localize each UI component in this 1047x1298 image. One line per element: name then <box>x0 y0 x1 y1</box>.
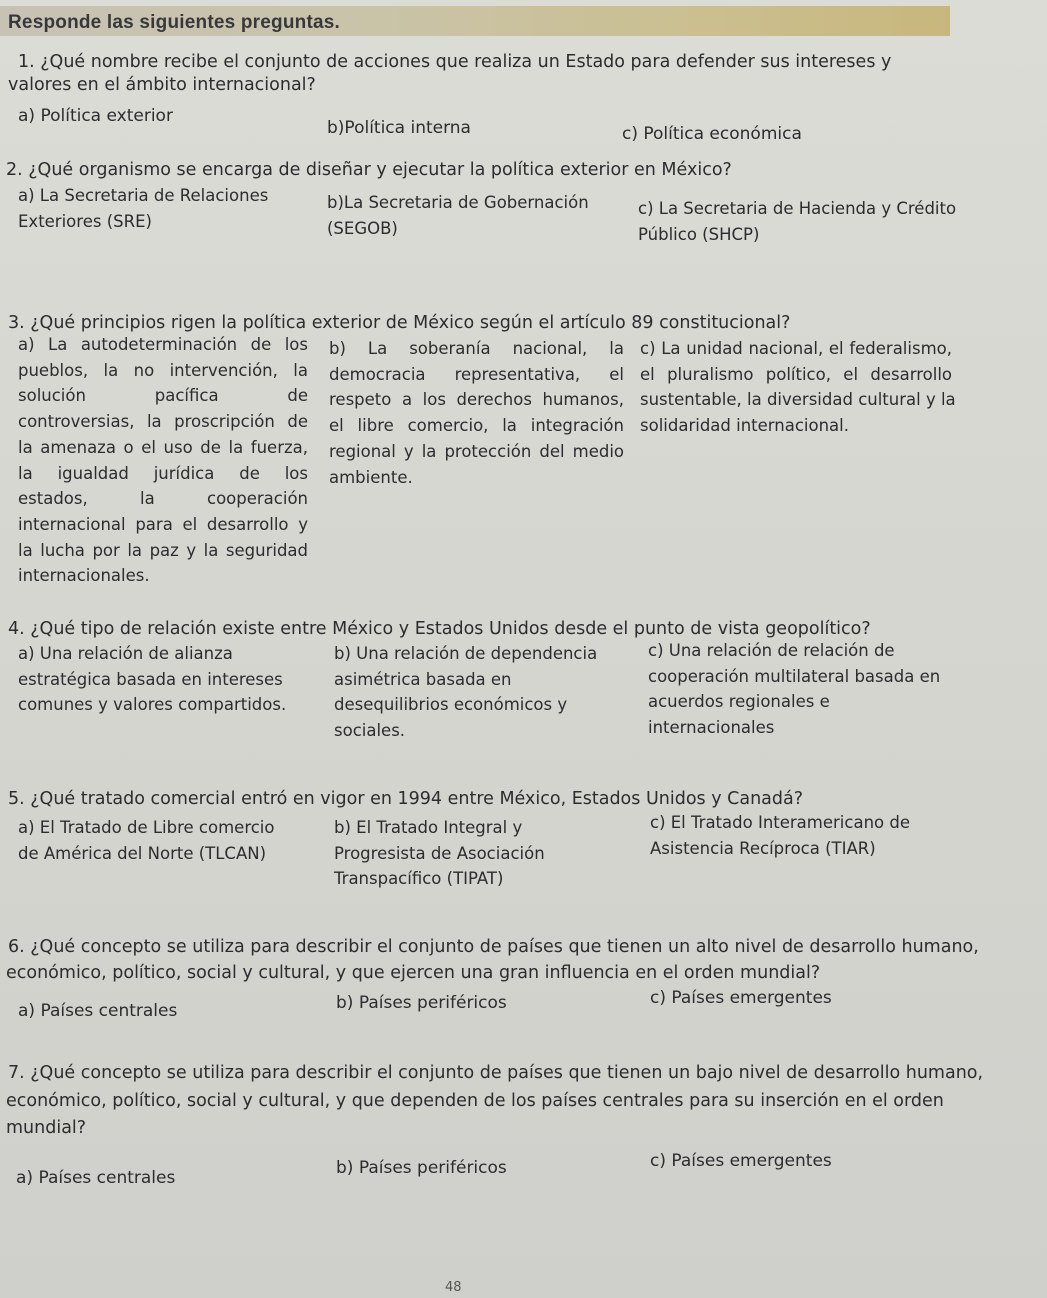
question-1-line-1: 1. ¿Qué nombre recibe el conjunto de acciones que realiza un Estado para defender sus intereses y <box>18 52 892 72</box>
option-line: desequilibrios económicos y <box>334 695 568 715</box>
question-6-line-1: 6. ¿Qué concepto se utiliza para describir el conjunto de países que tienen un alto nivel de desarrollo humano, <box>8 937 979 957</box>
option-line: comunes y valores compartidos. <box>18 695 287 715</box>
option-line: la lucha por la paz y la seguridad <box>18 540 308 560</box>
question-5-line-1: 5. ¿Qué tratado comercial entró en vigor en 1994 entre México, Estados Unidos y Canadá? <box>8 789 804 809</box>
option-line: estratégica basada en intereses <box>18 669 283 689</box>
option-line: b) La soberanía nacional, la <box>329 339 624 358</box>
question-5-option-b[interactable] <box>334 815 545 892</box>
option-line: respeto a los derechos humanos, <box>329 390 624 410</box>
question-6-line-2: económico, político, social y cultural, y que ejercen una gran influencia en el orden mundial? <box>6 963 821 983</box>
option-line: Progresista de Asociación <box>334 843 545 863</box>
question-2-option-c[interactable] <box>638 196 956 247</box>
question-6-option-b[interactable]: b) Países periféricos <box>336 993 507 1013</box>
option-line: b) Una relación de dependencia <box>334 644 598 663</box>
option-line: asimétrica basada en <box>334 669 512 689</box>
option-line: acuerdos regionales e <box>648 692 830 712</box>
option-line: b) El Tratado Integral y <box>334 818 523 837</box>
option-line: sustentable, la diversidad cultural y la <box>640 390 956 410</box>
option-line: democracia representativa, el <box>329 364 624 384</box>
option-line: cooperación multilateral basada en <box>648 666 941 686</box>
question-1-option-a[interactable]: a) Política exterior <box>18 106 173 126</box>
question-2-line-1: 2. ¿Qué organismo se encarga de diseñar y ejecutar la política exterior en México? <box>6 160 732 180</box>
question-6-option-c[interactable]: c) Países emergentes <box>650 988 832 1008</box>
question-3-option-c[interactable] <box>640 336 956 439</box>
question-2-option-a[interactable] <box>18 183 268 234</box>
question-6-option-a[interactable]: a) Países centrales <box>18 1001 178 1021</box>
option-line: el libre comercio, la integración <box>329 416 624 436</box>
option-line: solución pacífica de <box>18 386 308 406</box>
option-line: internacional para el desarrollo y <box>18 514 308 534</box>
option-line: internacionales <box>648 718 775 738</box>
option-line: estados, la cooperación <box>18 489 308 509</box>
question-7-line-2: económico, político, social y cultural, y que dependen de los países centrales para su inserción en el orden <box>6 1091 944 1111</box>
option-line: a) Una relación de alianza <box>18 644 233 663</box>
option-line: pueblos, la no intervención, la <box>18 360 308 380</box>
option-line: el pluralismo político, el desarrollo <box>640 364 952 384</box>
question-1-line-2: valores en el ámbito internacional? <box>8 75 316 95</box>
question-3-option-a[interactable] <box>18 332 308 589</box>
question-5-option-a[interactable] <box>18 815 275 866</box>
page-number: 48 <box>445 1280 462 1295</box>
option-line: (SEGOB) <box>327 218 398 238</box>
option-line: a) La Secretaria de Relaciones <box>18 186 269 205</box>
question-1-option-c[interactable]: c) Política económica <box>622 124 802 144</box>
option-line: c) La unidad nacional, el federalismo, <box>640 339 952 358</box>
option-line: Asistencia Recíproca (TIAR) <box>650 838 876 858</box>
option-line: a) El Tratado de Libre comercio <box>18 818 275 837</box>
option-line: c) La Secretaria de Hacienda y Crédito <box>638 199 957 218</box>
option-line: c) Una relación de relación de <box>648 641 895 660</box>
option-line: de América del Norte (TLCAN) <box>18 843 267 863</box>
worksheet-title: Responde las siguientes preguntas. <box>8 12 340 33</box>
question-7-line-3: mundial? <box>6 1118 87 1138</box>
option-line: c) El Tratado Interamericano de <box>650 813 910 832</box>
option-line: Público (SHCP) <box>638 224 760 244</box>
question-4-option-a[interactable] <box>18 641 286 718</box>
option-line: Exteriores (SRE) <box>18 211 152 231</box>
question-3-option-b[interactable] <box>329 336 624 490</box>
question-4-option-b[interactable] <box>334 641 597 744</box>
option-line: regional y la protección del medio <box>329 441 624 461</box>
question-7-option-b[interactable]: b) Países periféricos <box>336 1158 507 1178</box>
question-5-option-c[interactable] <box>650 810 910 861</box>
option-line: la igualdad jurídica de los <box>18 463 308 483</box>
option-line: b)La Secretaria de Gobernación <box>327 193 589 212</box>
question-1-option-b[interactable]: b)Política interna <box>327 118 471 138</box>
question-7-option-c[interactable]: c) Países emergentes <box>650 1151 832 1171</box>
option-line: controversias, la proscripción de <box>18 412 308 432</box>
question-4-line-1: 4. ¿Qué tipo de relación existe entre México y Estados Unidos desde el punto de vista geopolítico? <box>8 619 871 639</box>
option-line: ambiente. <box>329 467 413 487</box>
question-3-line-1: 3. ¿Qué principios rigen la política exterior de México según el artículo 89 constitucional? <box>8 313 791 333</box>
option-line: Transpacífico (TIPAT) <box>334 869 504 889</box>
question-7-line-1: 7. ¿Qué concepto se utiliza para describir el conjunto de países que tienen un bajo nivel de desarrollo humano, <box>8 1063 984 1083</box>
question-4-option-c[interactable] <box>648 638 940 741</box>
option-line: internacionales. <box>18 566 150 586</box>
question-2-option-b[interactable] <box>327 190 589 241</box>
option-line: a) La autodeterminación de los <box>18 335 308 354</box>
option-line: solidaridad internacional. <box>640 416 849 436</box>
question-7-option-a[interactable]: a) Países centrales <box>16 1168 176 1188</box>
option-line: sociales. <box>334 721 406 741</box>
header-bar <box>0 6 950 36</box>
option-line: la amenaza o el uso de la fuerza, <box>18 437 308 457</box>
